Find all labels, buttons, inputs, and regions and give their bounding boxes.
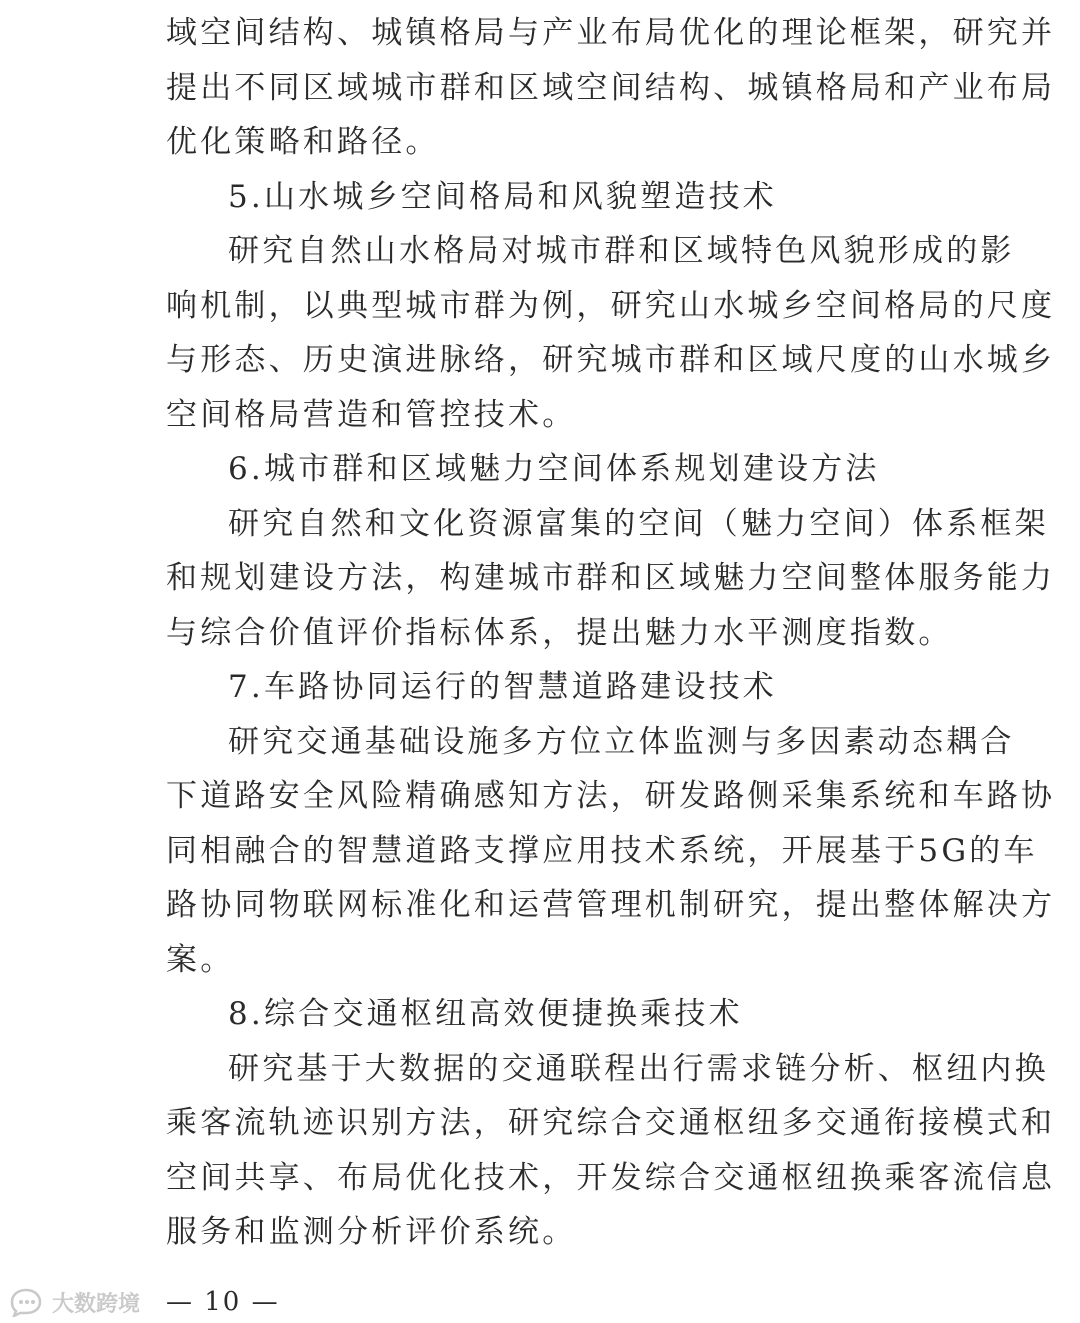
section-heading-5: 5.山水城乡空间格局和风貌塑造技术	[228, 178, 777, 215]
text-line-6: 响机制，以典型城市群为例，研究山水城乡空间格局的尺度	[166, 287, 1056, 324]
text-line-7: 与形态、历史演进脉络，研究城市群和区域尺度的山水城乡	[166, 342, 1056, 378]
text-line-5: 研究自然山水格局对城市群和区域特色风貌形成的影	[228, 233, 1015, 269]
chat-bubble-icon	[8, 1287, 48, 1317]
text-line-1: 域空间结构、城镇格局与产业布局优化的理论框架，研究并	[166, 15, 1056, 51]
text-line-16: 同相融合的智慧道路支撑应用技术系统，开展基于5G的车	[166, 832, 1038, 869]
text-line-21: 乘客流轨迹识别方法，研究综合交通枢纽多交通衔接模式和	[166, 1105, 1056, 1141]
section-heading-8: 8.综合交通枢纽高效便捷换乘技术	[228, 996, 743, 1032]
watermark	[8, 1286, 140, 1318]
page-footer	[0, 1284, 1080, 1320]
text-line-20: 研究基于大数据的交通联程出行需求链分析、枢纽内换	[228, 1050, 1049, 1087]
text-line-11: 和规划建设方法，构建城市群和区域魅力空间整体服务能力	[166, 560, 1056, 596]
section-heading-7: 7.车路协同运行的智慧道路建设技术	[228, 669, 777, 705]
text-line-17: 路协同物联网标准化和运营管理机制研究，提出整体解决方	[166, 887, 1056, 923]
text-line-15: 下道路安全风险精确感知方法，研发路侧采集系统和车路协	[166, 778, 1056, 814]
text-line-8: 空间格局营造和管控技术。	[166, 396, 577, 433]
document-page	[166, 6, 1056, 1260]
text-line-12: 与综合价值评价指标体系，提出魅力水平测度指数。	[166, 614, 953, 651]
text-line-22: 空间共享、布局优化技术，开发综合交通枢纽换乘客流信息	[166, 1159, 1056, 1196]
section-heading-6: 6.城市群和区域魅力空间体系规划建设方法	[228, 451, 880, 487]
page-number: — 10 —	[166, 1287, 280, 1317]
text-line-3: 优化策略和路径。	[166, 124, 440, 160]
text-line-18: 案。	[166, 941, 235, 978]
text-line-14: 研究交通基础设施多方位立体监测与多因素动态耦合	[228, 723, 1015, 760]
text-line-23: 服务和监测分析评价系统。	[166, 1214, 577, 1250]
text-line-10: 研究自然和文化资源富集的空间（魅力空间）体系框架	[228, 505, 1049, 542]
watermark-text: 大数跨境	[52, 1291, 141, 1317]
text-line-2: 提出不同区域城市群和区域空间结构、城镇格局和产业布局	[166, 69, 1056, 106]
